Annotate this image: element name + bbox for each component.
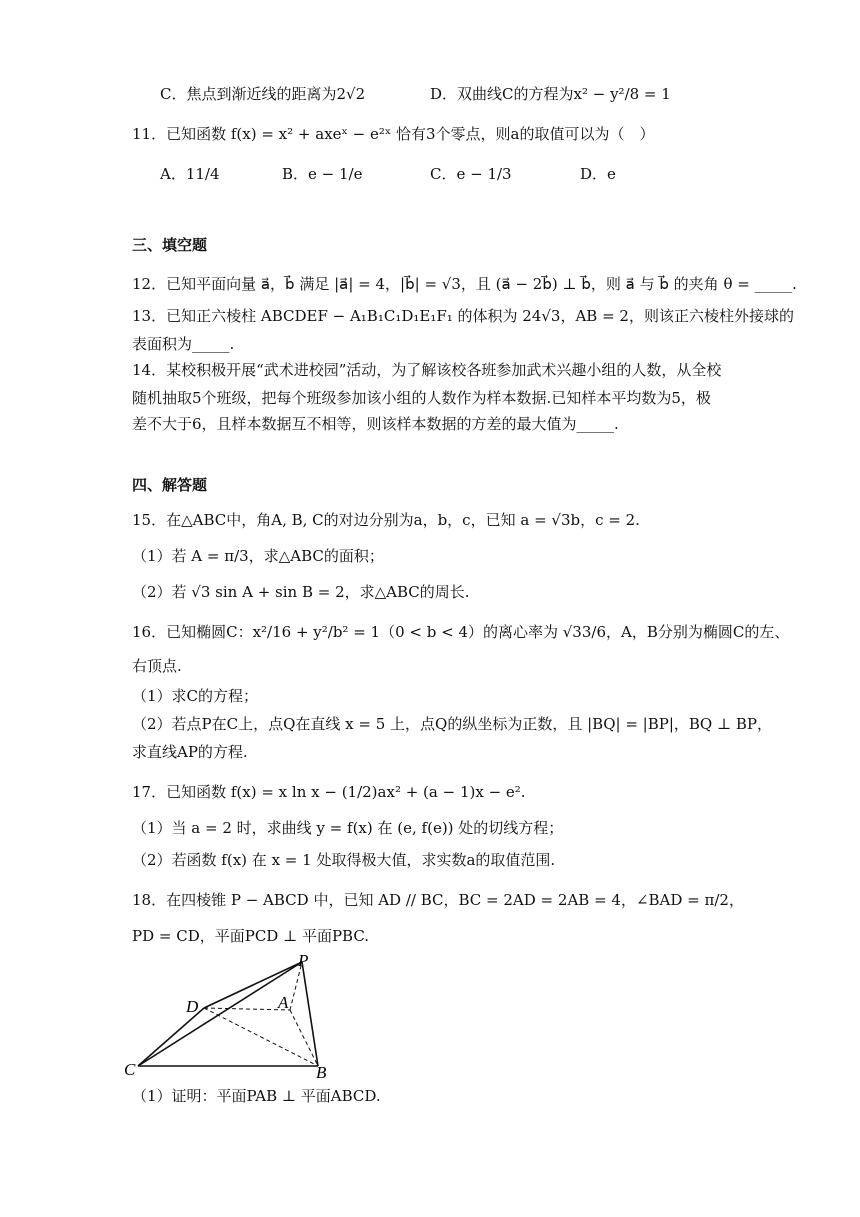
pyramid-figure	[124, 950, 334, 1080]
q11-option-a: A．11/4	[160, 165, 220, 183]
label-b: B	[316, 1063, 327, 1080]
q15-part2: （2）若 √3 sin A + sin B = 2，求△ABC的周长.	[132, 583, 470, 601]
q16-part2-cont: 求直线AP的方程.	[132, 743, 248, 761]
q15-stem: 15．在△ABC中，角A, B, C的对边分别为a，b，c，已知 a = √3b，c = 2.	[132, 511, 640, 529]
q14-line1: 14．某校积极开展“武术进校园”活动，为了解该校各班参加武术兴趣小组的人数，从全校	[132, 361, 722, 379]
q18-part1: （1）证明：平面PAB ⊥ 平面ABCD.	[132, 1087, 381, 1105]
q11-option-c: C．e − 1/3	[430, 165, 512, 183]
q10-option-d: D．双曲线C的方程为x² − y²/8 = 1	[430, 85, 671, 103]
q13-line1: 13．已知正六棱柱 ABCDEF − A₁B₁C₁D₁E₁F₁ 的体积为 24√3，AB = 2，则该正六棱柱外接球的	[132, 307, 794, 325]
q17-part1: （1）当 a = 2 时，求曲线 y = f(x) 在 (e, f(e)) 处的切线方程；	[132, 819, 564, 837]
q18-stem-cont: PD = CD，平面PCD ⊥ 平面PBC.	[132, 927, 370, 945]
label-p: P	[298, 951, 309, 970]
q17-part2: （2）若函数 f(x) 在 x = 1 处取得极大值，求实数a的取值范围.	[132, 851, 556, 869]
edge-cd	[138, 1008, 204, 1066]
q14-line3: 差不大于6，且样本数据互不相等，则该样本数据的方差的最大值为_____.	[132, 415, 619, 433]
q11-stem: 11．已知函数 f(x) = x² + axeˣ − e²ˣ 恰有3个零点，则a的取值可以为（ ）	[132, 125, 655, 143]
section-fill-in-title: 三、填空题	[132, 236, 208, 254]
q17-stem: 17．已知函数 f(x) = x ln x − (1/2)ax² + (a − 1)x − e².	[132, 783, 526, 801]
label-d: D	[186, 997, 199, 1016]
q14-line2: 随机抽取5个班级，把每个班级参加该小组的人数作为样本数据.已知样本平均数为5，极	[132, 389, 711, 407]
q11-option-b: B．e − 1/e	[282, 165, 363, 183]
q16-part2: （2）若点P在C上，点Q在直线 x = 5 上，点Q的纵坐标为正数，且 |BQ| = |BP|，BQ ⊥ BP，	[132, 715, 772, 733]
edge-cp	[138, 962, 302, 1066]
q11-option-d: D．e	[580, 165, 616, 183]
q16-part1: （1）求C的方程；	[132, 687, 259, 705]
label-a: A	[278, 993, 289, 1012]
q18-stem: 18．在四棱锥 P − ABCD 中，已知 AD // BC，BC = 2AD = 2AB = 4，∠BAD = π/2，	[132, 891, 744, 909]
q10-option-c: C．焦点到渐近线的距离为2√2	[160, 85, 366, 103]
q13-line2: 表面积为_____.	[132, 335, 235, 353]
q16-stem-cont: 右顶点.	[132, 657, 182, 675]
q15-part1: （1）若 A = π/3，求△ABC的面积；	[132, 547, 384, 565]
q16-stem: 16．已知椭圆C：x²/16 + y²/b² = 1（0 < b < 4）的离心率为 √33/6，A，B分别为椭圆C的左、	[132, 623, 790, 641]
label-c: C	[124, 1060, 136, 1079]
q12-text: 12．已知平面向量 a⃗，b⃗ 满足 |a⃗| = 4，|b⃗| = √3，且 (a⃗ − 2b⃗) ⊥ b⃗，则 a⃗ 与 b⃗ 的夹角 θ = _____.	[132, 275, 797, 293]
section-answer-title: 四、解答题	[132, 476, 208, 494]
edge-db	[204, 1008, 318, 1066]
